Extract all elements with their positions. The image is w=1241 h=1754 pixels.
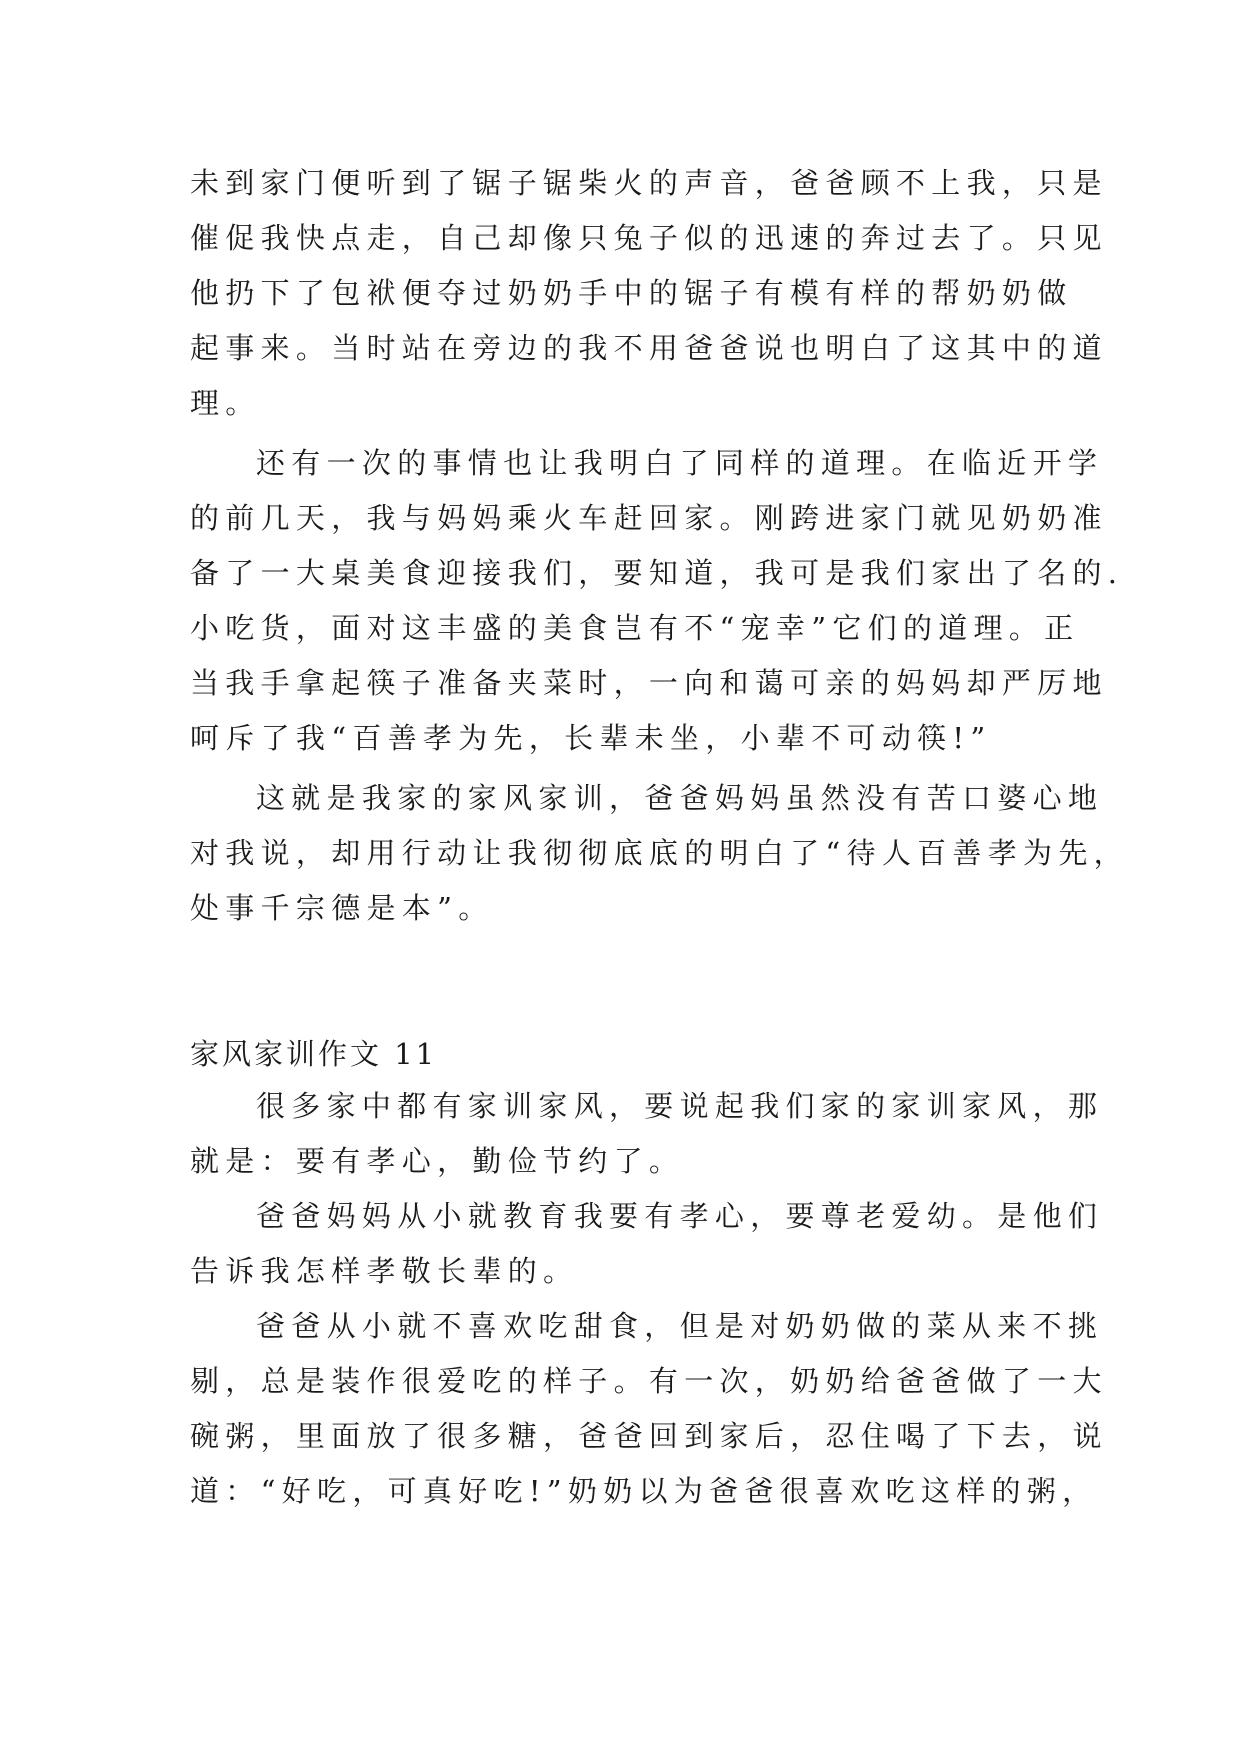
paragraph-line: 处事千宗德是本”。 <box>190 891 494 925</box>
section-heading: 家风家训作文 11 <box>190 1037 438 1071</box>
paragraph-line: 还有一次的事情也让我明白了同样的道理。在临近开学 <box>256 446 1104 480</box>
paragraph-line: 这就是我家的家风家训，爸爸妈妈虽然没有苦口婆心地 <box>256 781 1104 815</box>
paragraph-line: 备了一大桌美食迎接我们，要知道，我可是我们家出了名的. <box>190 556 1124 590</box>
paragraph-line: 碗粥，里面放了很多糖，爸爸回到家后，忍住喝了下去，说 <box>190 1419 1108 1453</box>
paragraph-line: 剔，总是装作很爱吃的样子。有一次，奶奶给爸爸做了一大 <box>190 1364 1108 1398</box>
paragraph-line: 理。 <box>190 386 261 420</box>
paragraph-line: 起事来。当时站在旁边的我不用爸爸说也明白了这其中的道 <box>190 331 1108 365</box>
paragraph-line: 当我手拿起筷子准备夹菜时，一向和蔼可亲的妈妈却严厉地 <box>190 666 1108 700</box>
paragraph-line: 催促我快点走，自己却像只兔子似的迅速的奔过去了。只见 <box>190 221 1108 255</box>
paragraph-line: 小吃货，面对这丰盛的美食岂有不“宠幸”它们的道理。正 <box>190 611 1080 645</box>
paragraph-line: 爸爸从小就不喜欢吃甜食，但是对奶奶做的菜从来不挑 <box>256 1309 1104 1343</box>
paragraph-line: 的前几天，我与妈妈乘火车赶回家。刚跨进家门就见奶奶准 <box>190 501 1108 535</box>
paragraph-line: 呵斥了我“百善孝为先，长辈未坐，小辈不可动筷!” <box>190 721 992 755</box>
paragraph-line: 道：“好吃，可真好吃!”奶奶以为爸爸很喜欢吃这样的粥， <box>190 1474 1098 1508</box>
paragraph-line: 很多家中都有家训家风，要说起我们家的家训家风，那 <box>256 1089 1104 1123</box>
paragraph-line: 未到家门便听到了锯子锯柴火的声音，爸爸顾不上我，只是 <box>190 166 1108 200</box>
paragraph-line: 爸爸妈妈从小就教育我要有孝心，要尊老爱幼。是他们 <box>256 1199 1104 1233</box>
paragraph-line: 告诉我怎样孝敬长辈的。 <box>190 1254 579 1288</box>
paragraph-line: 他扔下了包袱便夺过奶奶手中的锯子有模有样的帮奶奶做 <box>190 276 1073 310</box>
paragraph-line: 就是：要有孝心，勤俭节约了。 <box>190 1144 685 1178</box>
paragraph-line: 对我说，却用行动让我彻彻底底的明白了“待人百善孝为先， <box>190 836 1129 870</box>
